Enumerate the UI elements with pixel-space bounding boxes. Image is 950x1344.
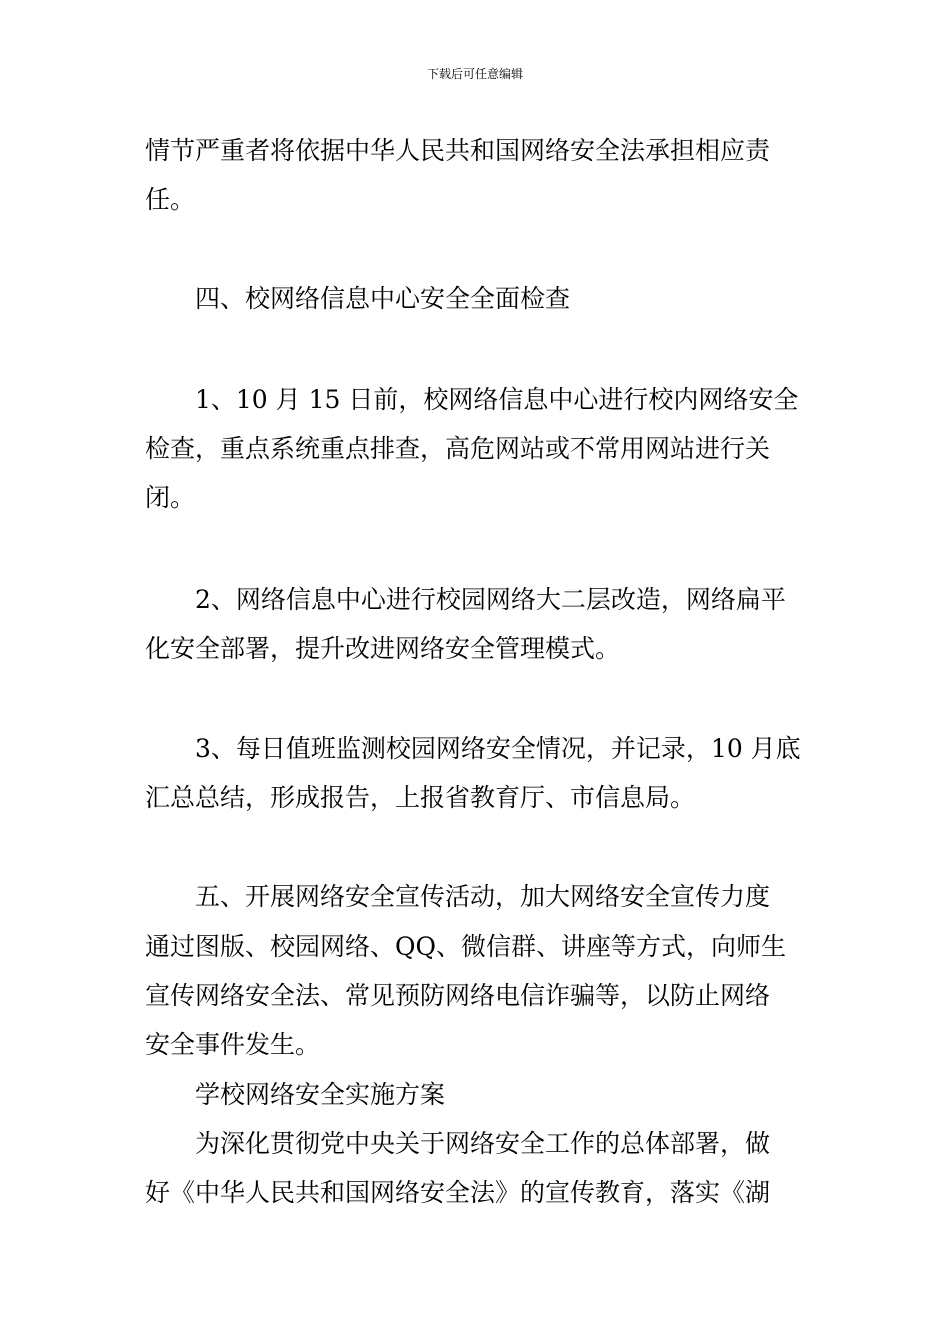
paragraph-item-3-cont — [145, 773, 810, 822]
document-title — [145, 1070, 860, 1119]
paragraph-item-1-cont — [145, 424, 810, 522]
paragraph-line: 任。 — [145, 185, 196, 214]
paragraph-item-2-cont — [145, 624, 810, 673]
paragraph-line: 闭。 — [145, 483, 196, 512]
paragraph-intro — [145, 1119, 860, 1168]
paragraph-line: 为深化贯彻党中央关于网络安全工作的总体部署，做 — [195, 1129, 771, 1158]
paragraph-intro-cont — [145, 1168, 810, 1217]
paragraph-item-3 — [145, 724, 860, 773]
section-heading-4 — [145, 274, 860, 323]
paragraph-item-1 — [145, 375, 860, 424]
paragraph-line: 化安全部署，提升改进网络安全管理模式。 — [145, 634, 621, 663]
paragraph-line: 3、每日值班监测校园网络安全情况，并记录，10 月底 — [195, 734, 801, 763]
paragraph-line: 宣传网络安全法、常见预防网络电信诈骗等，以防止网络 — [145, 981, 771, 1010]
paragraph-line: 五、开展网络安全宣传活动，加大网络安全宣传力度 — [195, 882, 771, 911]
paragraph-line: 四、校网络信息中心安全全面检查 — [195, 284, 571, 313]
paragraph-line: 通过图版、校园网络、QQ、微信群、讲座等方式，向师生 — [145, 932, 786, 961]
paragraph-line: 安全事件发生。 — [145, 1030, 321, 1059]
section-heading-5 — [145, 872, 860, 921]
paragraph-line: 2、网络信息中心进行校园网络大二层改造，网络扁平 — [195, 585, 786, 614]
paragraph-section-5-body — [145, 922, 810, 1069]
paragraph-item-2 — [145, 575, 860, 624]
paragraph-line: 汇总总结，形成报告，上报省教育厅、市信息局。 — [145, 783, 696, 812]
paragraph-line: 好《中华人民共和国网络安全法》的宣传教育，落实《湖 — [145, 1178, 771, 1207]
paragraph-1 — [145, 126, 810, 224]
page-header: 下载后可任意编辑 — [426, 67, 523, 81]
paragraph-line: 1、10 月 15 日前，校网络信息中心进行校内网络安全 — [195, 385, 799, 414]
paragraph-line: 情节严重者将依据中华人民共和国网络安全法承担相应责 — [145, 136, 771, 165]
paragraph-line: 学校网络安全实施方案 — [195, 1080, 446, 1109]
paragraph-line: 检查，重点系统重点排查，高危网站或不常用网站进行关 — [145, 434, 771, 463]
